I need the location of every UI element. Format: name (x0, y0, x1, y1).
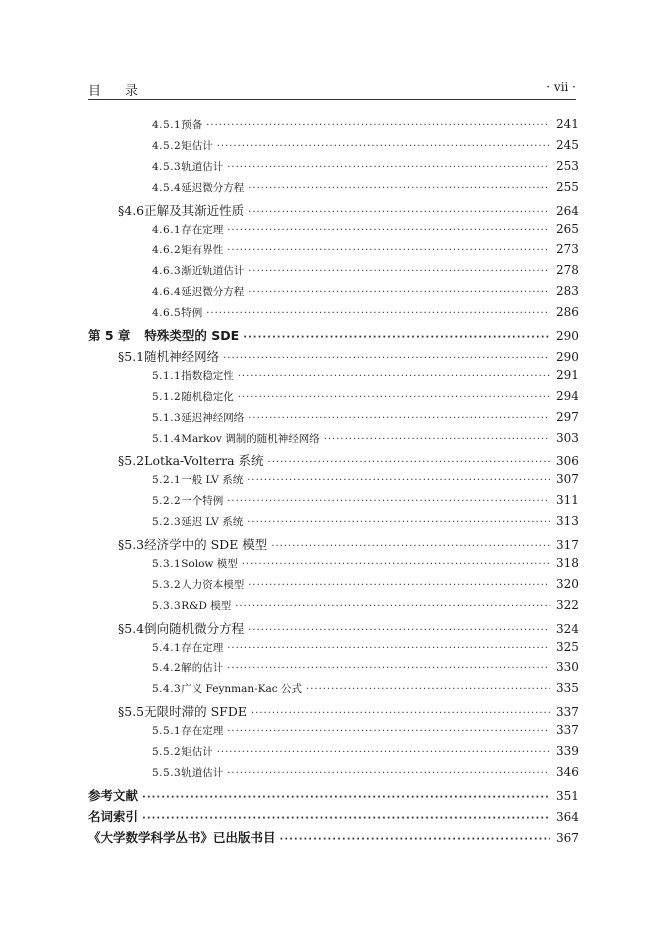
toc-entry-number: 4.6.4 (152, 286, 182, 298)
toc-entry-number: §5.5 (118, 704, 145, 719)
toc-entry-title: 延迟神经网络 (181, 412, 245, 424)
toc-entry-sub[interactable] (152, 577, 579, 595)
toc-entry-number: 5.3.3 (152, 600, 182, 612)
dot-leader (268, 457, 550, 468)
toc-entry-number: 4.5.4 (152, 182, 182, 194)
dot-leader (248, 413, 550, 424)
toc-entry-page: 337 (556, 723, 579, 737)
toc-entry-number: 5.1.4 (152, 433, 182, 445)
toc-entry-sub[interactable] (152, 765, 579, 783)
dot-leader (235, 601, 550, 612)
toc-entry-title: 延迟微分方程 (181, 286, 245, 298)
toc-entry-page: 264 (556, 204, 579, 218)
toc-entry-sub[interactable] (152, 159, 579, 177)
toc-entry-sub[interactable] (152, 263, 579, 281)
toc-entry-number: 5.3.2 (152, 579, 182, 591)
toc-entry-page: 297 (556, 410, 579, 424)
toc-entry-title: 预备 (181, 119, 203, 131)
toc-entry-sub[interactable] (152, 180, 579, 198)
dot-leader (247, 517, 550, 528)
toc-entry-page: 283 (556, 284, 579, 298)
toc-entry-title: 人力资本模型 (181, 579, 245, 591)
toc-entry-section[interactable] (118, 702, 579, 720)
toc-entry-page: 339 (556, 744, 579, 758)
toc-entry-sub[interactable] (152, 514, 579, 532)
toc-entry-number: 5.4.3 (152, 683, 182, 695)
dot-leader (142, 813, 550, 824)
toc-entry-sub[interactable] (152, 305, 579, 323)
toc-entry-title: 正解及其渐近性质 (144, 203, 245, 218)
toc-entry-sub[interactable] (152, 431, 579, 449)
toc-entry-page: 364 (556, 810, 579, 824)
toc-entry-page: 294 (556, 389, 579, 403)
toc-entry-number: §5.4 (118, 621, 145, 636)
dot-leader (227, 726, 550, 737)
dot-leader (227, 245, 550, 256)
toc-entry-sub[interactable] (152, 242, 579, 260)
header-title-char-1: 目 (88, 84, 104, 99)
toc-entry-number: §4.6 (118, 203, 145, 218)
toc-entry-title: 存在定理 (181, 725, 224, 737)
toc-entry-sub[interactable] (152, 222, 579, 240)
toc-entry-title: 一般 LV 系统 (181, 474, 244, 486)
toc-entry-page: 290 (556, 329, 579, 343)
toc-entry-number: 4.5.2 (152, 140, 182, 152)
toc-entry-section[interactable] (118, 347, 579, 365)
header-page-number: · vii · (546, 80, 576, 94)
toc-entry-number: §5.1 (118, 349, 145, 364)
running-header (88, 80, 576, 97)
toc-entry-title: Markov 调制的随机神经网络 (181, 433, 320, 445)
toc-entry-number: §5.2 (118, 453, 145, 468)
toc-entry-section[interactable] (118, 619, 579, 637)
toc-entry-sub[interactable] (152, 138, 579, 156)
toc-entry-page: 337 (556, 705, 579, 719)
toc-entry-number: 第 5 章 (88, 328, 131, 343)
toc-entry-sub[interactable] (152, 681, 579, 699)
dot-leader (242, 559, 550, 570)
toc-entry-section[interactable] (118, 201, 579, 219)
toc-entry-title: Solow 模型 (181, 558, 238, 570)
toc-entry-sub[interactable] (152, 598, 579, 616)
toc-entry-page: 241 (556, 117, 579, 131)
toc-entry-sub[interactable] (152, 117, 579, 135)
toc-entry-number: 5.4.1 (152, 642, 182, 654)
dot-leader (217, 747, 550, 758)
toc-entry-number: §5.3 (118, 537, 145, 552)
dot-leader (223, 353, 550, 364)
toc-entry-title: 参考文献 (88, 788, 139, 803)
toc-entry-title: 经济学中的 SDE 模型 (144, 537, 268, 552)
toc-entry-page: 307 (556, 472, 579, 486)
dot-leader (217, 141, 550, 152)
toc-entry-title: 矩估计 (181, 140, 213, 152)
dot-leader (271, 541, 550, 552)
toc-entry-title: R&D 模型 (181, 600, 232, 612)
dot-leader (248, 183, 550, 194)
toc-entry-page: 311 (556, 493, 579, 507)
toc-entry-title: 轨道估计 (181, 767, 224, 779)
toc-entry-section[interactable] (118, 451, 579, 469)
toc-entry-number: 5.1.2 (152, 391, 182, 403)
dot-leader (238, 392, 550, 403)
toc-entry-page: 291 (556, 368, 579, 382)
dot-leader (227, 162, 550, 173)
toc-entry-page: 278 (556, 263, 579, 277)
toc-entry-sub[interactable] (152, 723, 579, 741)
toc-entry-title: 一个特例 (181, 495, 224, 507)
toc-entry-sub[interactable] (152, 660, 579, 678)
toc-entry-title: 随机稳定化 (181, 391, 234, 403)
toc-entry-title: 特例 (181, 307, 203, 319)
toc-entry-page: 245 (556, 138, 579, 152)
toc-entry-title: 矩有界性 (181, 244, 224, 256)
dot-leader (248, 266, 550, 277)
toc-entry-page: 290 (556, 350, 579, 364)
toc-entry-number: 5.5.1 (152, 725, 182, 737)
toc-entry-page: 265 (556, 222, 579, 236)
toc-entry-number: 5.3.1 (152, 558, 182, 570)
dot-leader (247, 475, 550, 486)
toc-entry-title: 渐近轨道估计 (181, 265, 245, 277)
toc-entry-page: 286 (556, 305, 579, 319)
toc-entry-number: 5.2.3 (152, 516, 182, 528)
toc-entry-page: 306 (556, 454, 579, 468)
dot-leader (206, 120, 550, 131)
toc-entry-sub[interactable] (152, 640, 579, 658)
toc-entry-page: 317 (556, 538, 579, 552)
toc-entry-sub[interactable] (152, 744, 579, 762)
toc-entry-sub[interactable] (152, 410, 579, 428)
dot-leader (306, 684, 550, 695)
toc-entry-back[interactable] (88, 807, 579, 825)
toc-entry-title: 随机神经网络 (144, 349, 220, 364)
toc-entry-page: 335 (556, 681, 579, 695)
toc-entry-title: 指数稳定性 (181, 370, 234, 382)
toc-entry-page: 346 (556, 765, 579, 779)
toc-entry-page: 330 (556, 660, 579, 674)
toc-entry-number: 5.2.2 (152, 495, 182, 507)
toc-entry-page: 253 (556, 159, 579, 173)
toc-entry-title: 解的估计 (181, 662, 224, 674)
toc-entry-page: 325 (556, 640, 579, 654)
toc-entry-page: 324 (556, 622, 579, 636)
dot-leader (248, 580, 550, 591)
toc-entry-title: Lotka-Volterra 系统 (144, 453, 264, 468)
toc-entry-title: 名词索引 (88, 809, 139, 824)
toc-entry-number: 5.1.3 (152, 412, 182, 424)
toc-entry-title: 延迟 LV 系统 (181, 516, 244, 528)
toc-entry-number: 4.6.2 (152, 244, 182, 256)
toc-entry-sub[interactable] (152, 368, 579, 386)
toc-entry-section[interactable] (118, 535, 579, 553)
dot-leader (227, 225, 550, 236)
toc-entry-back[interactable] (88, 786, 579, 804)
toc-entry-title: 《大学数学科学丛书》已出版书目 (88, 830, 276, 845)
header-title-char-2: 录 (125, 84, 141, 99)
toc-entry-number: 4.5.3 (152, 161, 182, 173)
dot-leader (243, 332, 550, 343)
toc-entry-title: 存在定理 (181, 224, 224, 236)
toc-entry-sub[interactable] (152, 389, 579, 407)
toc-entry-number: 4.6.1 (152, 224, 182, 236)
toc-entry-page: 255 (556, 180, 579, 194)
dot-leader (324, 434, 550, 445)
toc-entry-page: 351 (556, 789, 579, 803)
toc-entry-page: 367 (556, 831, 579, 845)
toc-entry-title: 延迟微分方程 (181, 182, 245, 194)
dot-leader (238, 371, 550, 382)
header-rule (88, 99, 576, 100)
toc-entry-back[interactable] (88, 828, 579, 846)
toc-entry-number: 5.4.2 (152, 662, 182, 674)
dot-leader (227, 643, 550, 654)
dot-leader (206, 308, 550, 319)
toc-entry-sub[interactable] (152, 284, 579, 302)
toc-entry-page: 320 (556, 577, 579, 591)
toc-entry-chapter[interactable] (88, 326, 579, 344)
toc-entry-title: 倒向随机微分方程 (144, 621, 245, 636)
toc-entry-page: 273 (556, 242, 579, 256)
toc-entry-title: 特殊类型的 SDE (144, 328, 240, 343)
toc-entry-number: 5.2.1 (152, 474, 182, 486)
dot-leader (248, 625, 550, 636)
dot-leader (227, 768, 550, 779)
toc-entry-page: 322 (556, 598, 579, 612)
toc-entry-sub[interactable] (152, 556, 579, 574)
dot-leader (248, 287, 550, 298)
toc-entry-number: 5.1.1 (152, 370, 182, 382)
toc-entry-sub[interactable] (152, 493, 579, 511)
toc-entry-sub[interactable] (152, 472, 579, 490)
toc-entry-page: 318 (556, 556, 579, 570)
dot-leader (227, 663, 550, 674)
toc-entry-number: 4.6.5 (152, 307, 182, 319)
dot-leader (227, 496, 550, 507)
header-title (88, 80, 140, 99)
toc-entry-number: 5.5.3 (152, 767, 182, 779)
dot-leader (251, 708, 550, 719)
toc-entry-title: 存在定理 (181, 642, 224, 654)
toc-entry-number: 4.6.3 (152, 265, 182, 277)
dot-leader (280, 834, 550, 845)
toc-entry-page: 313 (556, 514, 579, 528)
toc-entry-title: 广义 Feynman-Kac 公式 (181, 683, 303, 695)
dot-leader (142, 792, 550, 803)
toc-entry-title: 矩估计 (181, 746, 213, 758)
toc-entry-title: 轨道估计 (181, 161, 224, 173)
dot-leader (248, 207, 550, 218)
toc-entry-title: 无限时滞的 SFDE (144, 704, 247, 719)
toc-entry-number: 5.5.2 (152, 746, 182, 758)
toc-entry-page: 303 (556, 431, 579, 445)
toc-entry-number: 4.5.1 (152, 119, 182, 131)
